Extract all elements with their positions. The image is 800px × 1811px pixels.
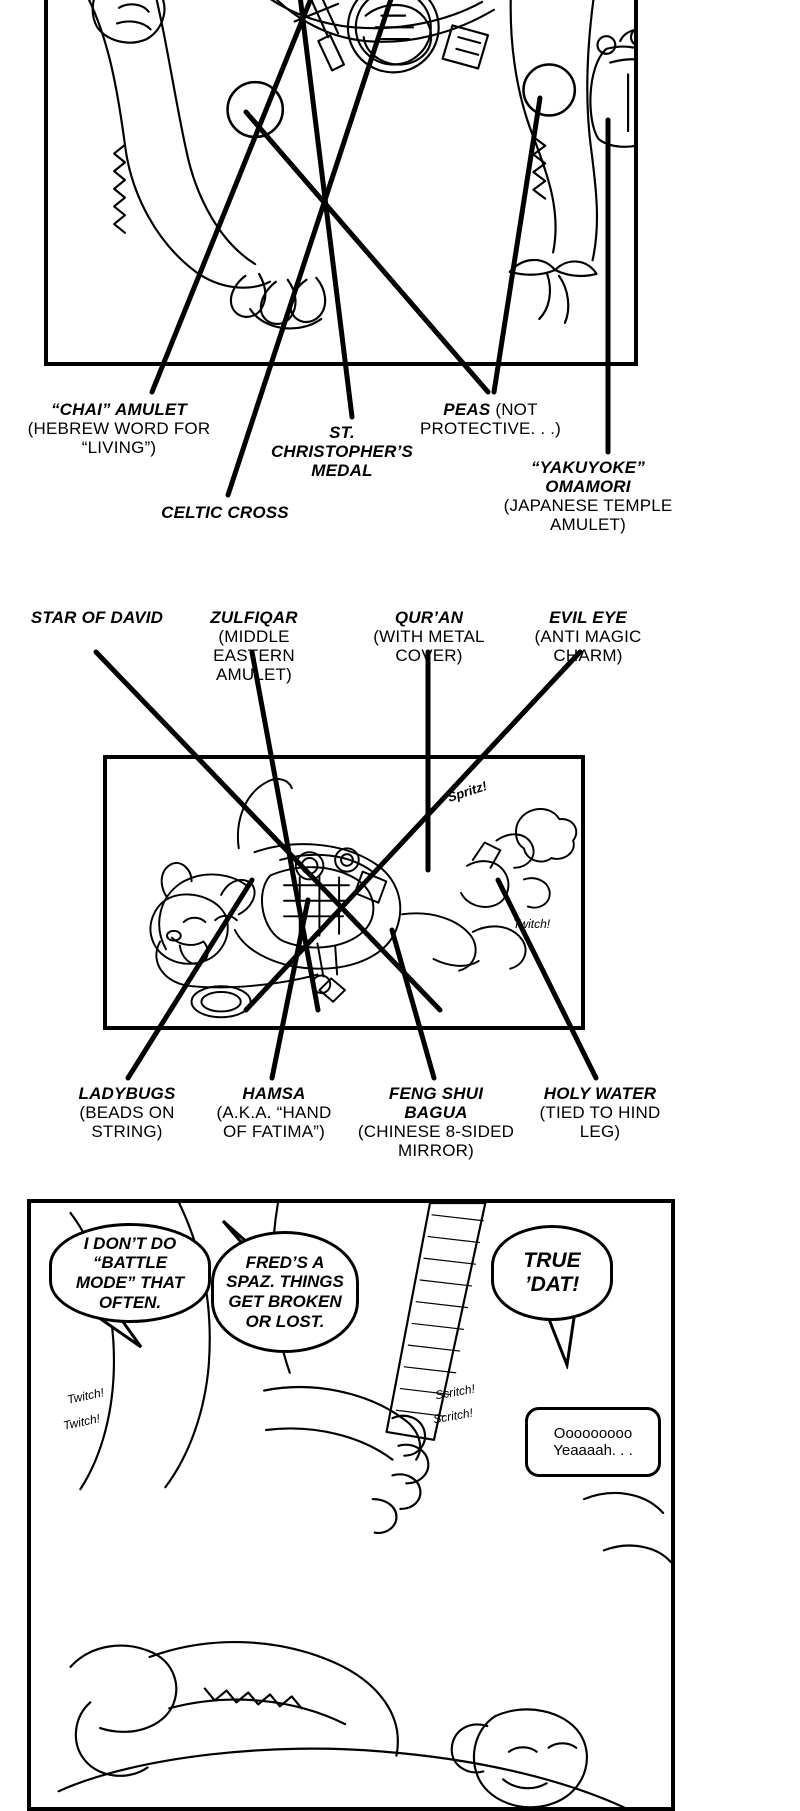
label-quran — [372, 608, 486, 665]
label-feng-shui-bagua-plain: (CHINESE 8-SIDED MIRROR) — [357, 1122, 515, 1161]
label-celtic-cross — [155, 503, 295, 522]
panel-2-artwork — [107, 759, 581, 1026]
balloon-true-dat: TRUE ’DAT! — [491, 1225, 613, 1321]
spritz-sfx: Spritz! — [445, 778, 489, 805]
balloon-fred-spaz: FRED’S A SPAZ. THINGS GET BROKEN OR LOST. — [211, 1231, 359, 1353]
label-chai-amulet-plain: (HEBREW WORD FOR “LIVING”) — [27, 419, 211, 458]
panel-1 — [44, 0, 638, 366]
label-celtic-cross-bold: CELTIC CROSS — [161, 503, 289, 522]
label-peas-plain: (NOT PROTECTIVE. . .) — [419, 400, 562, 439]
label-ladybugs — [52, 1084, 202, 1141]
label-peas — [398, 400, 583, 438]
label-holy-water — [536, 1084, 664, 1141]
label-hamsa-bold: HAMSA — [242, 1084, 306, 1103]
label-holy-water-plain: (TIED TO HIND LEG) — [539, 1103, 661, 1142]
scritch-sfx-1: Scritch! — [434, 1381, 476, 1403]
panel-3 — [27, 1199, 675, 1811]
label-feng-shui-bagua — [356, 1084, 516, 1160]
label-peas-bold: PEAS — [443, 400, 491, 419]
label-chai-amulet — [24, 400, 214, 457]
label-yakuyoke-omamori — [500, 458, 676, 534]
label-holy-water-bold: HOLY WATER — [543, 1084, 657, 1103]
label-ladybugs-plain: (BEADS ON STRING) — [79, 1103, 175, 1142]
label-zulfiqar — [186, 608, 322, 684]
label-yakuyoke-omamori-plain: (JAPANESE TEMPLE AMULET) — [503, 496, 673, 535]
label-yakuyoke-omamori-bold: “YAKUYOKE” OMAMORI — [530, 458, 646, 497]
twitch-sfx-2: Twitch! — [61, 1411, 102, 1433]
label-evil-eye-bold: EVIL EYE — [549, 608, 627, 627]
label-hamsa-plain: (A.K.A. “HAND OF FATIMA”) — [216, 1103, 332, 1142]
label-zulfiqar-plain: (MIDDLE EASTERN AMULET) — [213, 627, 295, 685]
label-hamsa — [216, 1084, 332, 1141]
label-evil-eye — [528, 608, 648, 665]
label-ladybugs-bold: LADYBUGS — [78, 1084, 176, 1103]
label-feng-shui-bagua-bold: FENG SHUI BAGUA — [388, 1084, 484, 1123]
label-evil-eye-plain: (ANTI MAGIC CHARM) — [534, 627, 642, 666]
label-quran-bold: QUR’AN — [394, 608, 464, 627]
label-zulfiqar-bold: ZULFIQAR — [210, 608, 298, 627]
label-quran-plain: (WITH METAL COVER) — [373, 627, 485, 666]
scritch-sfx-2: Scritch! — [432, 1405, 474, 1427]
label-star-of-david — [22, 608, 172, 627]
balloon-ooooo: Ooooooooo Yeaaaah. . . — [525, 1407, 661, 1477]
panel-2 — [103, 755, 585, 1030]
panel-1-artwork — [48, 0, 634, 362]
label-chai-amulet-bold: “CHAI” AMULET — [50, 400, 188, 419]
label-star-of-david-bold: STAR OF DAVID — [30, 608, 164, 627]
balloon-battle-mode: I DON’T DO “BATTLE MODE” THAT OFTEN. — [49, 1223, 211, 1323]
label-st-christophers-medal-bold: ST. CHRISTOPHER’S MEDAL — [270, 423, 414, 481]
twitch-sfx-1: Twitch! — [65, 1385, 106, 1407]
twitch-sfx: Twitch! — [513, 917, 551, 931]
